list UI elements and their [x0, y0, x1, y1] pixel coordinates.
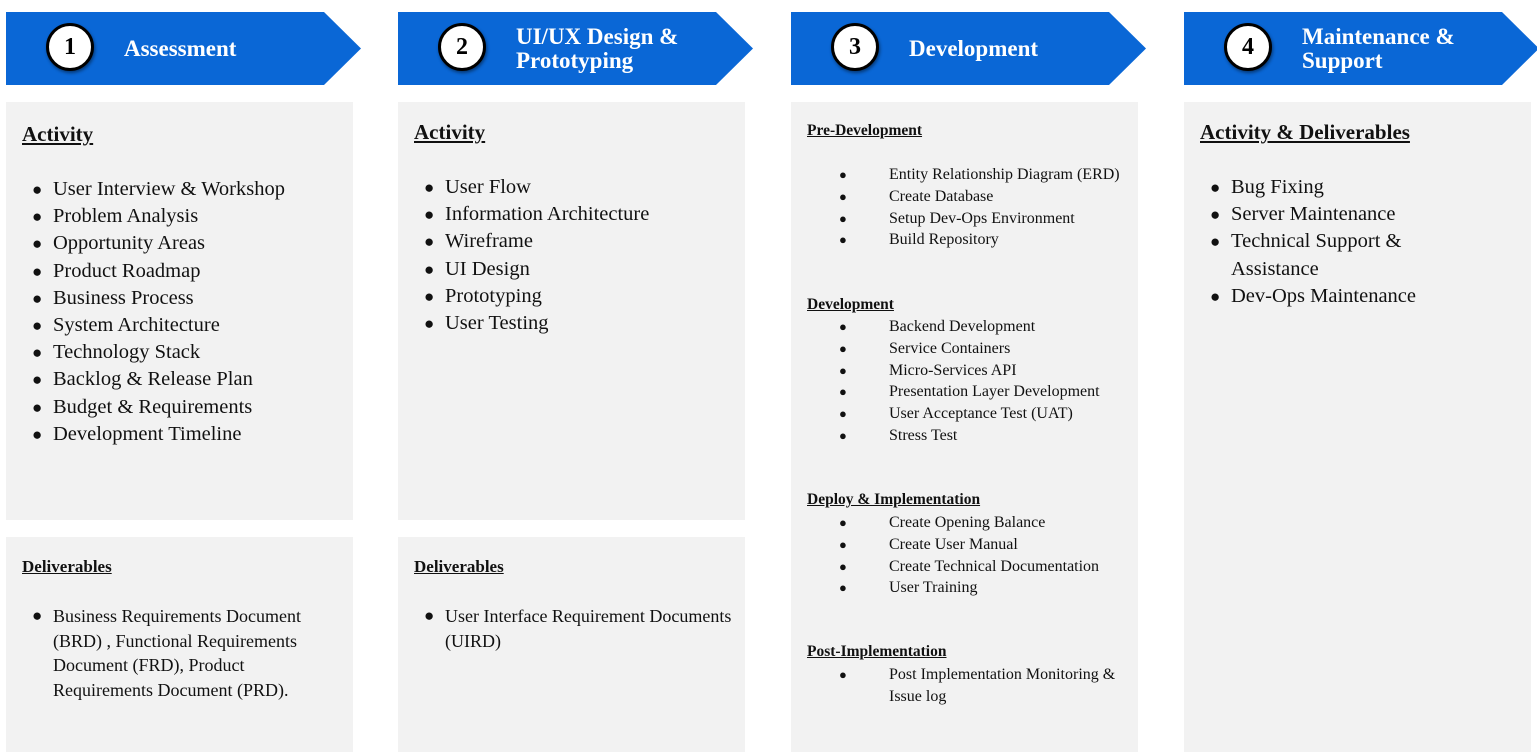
list-item: ● Opportunity Areas: [32, 230, 345, 257]
phase-title-line: Development: [909, 35, 1039, 61]
development-panel: [791, 102, 1138, 752]
bullet-icon: ●: [32, 207, 43, 227]
phase-title: [516, 12, 746, 85]
bullet-icon: ●: [839, 167, 847, 182]
deliverables-list: [424, 604, 737, 653]
activity-panel: [398, 102, 745, 520]
list-item: ● Product Roadmap: [32, 258, 345, 285]
list-item: ● Backend Development: [839, 316, 1128, 338]
list-item: ● Create Technical Documentation: [839, 556, 1128, 578]
phase-title-line: UI/UX Design &: [516, 23, 679, 49]
list-item: ● System Architecture: [32, 312, 345, 339]
list-item: ● User Interface Requirement Documents (UIRD): [424, 606, 732, 651]
bullet-icon: ●: [839, 580, 847, 596]
bullet-icon: ●: [1210, 178, 1221, 197]
list-item: ● Service Containers: [839, 338, 1128, 360]
list-item: ● Wireframe: [424, 228, 737, 255]
phase-title-line: Support: [1302, 47, 1383, 73]
bullet-icon: ●: [1210, 205, 1221, 225]
bullet-icon: ●: [424, 178, 435, 197]
bullet-icon: ●: [1210, 286, 1221, 306]
list-item: ● Micro-Services API: [839, 360, 1128, 382]
bullet-icon: ●: [839, 232, 847, 248]
bullet-icon: ●: [839, 210, 847, 226]
list-item: ● Technology Stack: [32, 339, 345, 366]
list-item: ● Dev-Ops Maintenance: [1210, 283, 1523, 310]
phase-uiux-design: [398, 0, 753, 752]
development-list: [839, 316, 1128, 447]
bullet-icon: ●: [839, 384, 847, 400]
activity-heading: Activity: [22, 122, 94, 146]
pre-development-list: [839, 164, 1128, 251]
list-item: ● Entity Relationship Diagram (ERD): [839, 164, 1128, 186]
phase-development: [791, 0, 1146, 752]
list-item: ● Technical Support & Assistance: [1210, 230, 1402, 280]
bullet-icon: ●: [839, 340, 847, 356]
list-item: ● Create User Manual: [839, 534, 1128, 556]
step-number-badge: 2: [438, 23, 486, 71]
bullet-icon: ●: [839, 427, 847, 443]
list-item: ● Development Timeline: [32, 421, 345, 448]
post-implementation-list: [839, 664, 1128, 708]
list-item: ● Business Requirements Document (BRD) , Functional Requirements Document (FRD), Product Requirements Document (PRD).: [32, 606, 301, 700]
step-number-badge: 4: [1224, 23, 1272, 71]
list-item: ● Build Repository: [839, 229, 1128, 251]
bullet-icon: ●: [1210, 232, 1221, 252]
bullet-icon: ●: [839, 188, 847, 204]
bullet-icon: ●: [424, 314, 435, 334]
list-item: ● User Interview & Workshop: [32, 176, 345, 203]
list-item: ● Post Implementation Monitoring & Issue log: [839, 666, 1116, 705]
deliverables-list: [32, 604, 345, 702]
phase-title-line: Prototyping: [516, 47, 634, 73]
list-item: ● Setup Dev-Ops Environment: [839, 208, 1128, 230]
deliverables-heading: Deliverables: [22, 557, 112, 576]
bullet-icon: ●: [32, 397, 43, 417]
deploy-list: [839, 512, 1128, 599]
section-title-post-implementation: Post-Implementation: [807, 643, 947, 660]
deliverables-panel: [6, 537, 353, 752]
bullet-icon: ●: [424, 286, 435, 306]
list-item: ● Create Database: [839, 186, 1128, 208]
list-item: ● Information Architecture: [424, 201, 737, 228]
phase-title-line: Maintenance &: [1302, 23, 1455, 49]
step-number-badge: 3: [831, 23, 879, 71]
deliverables-panel: [398, 537, 745, 752]
section-title-development: Development: [807, 296, 894, 313]
activity-list: [1210, 174, 1523, 310]
list-item: ● Backlog & Release Plan: [32, 366, 345, 393]
list-item: ● User Testing: [424, 310, 737, 337]
bullet-icon: ●: [32, 606, 43, 625]
bullet-icon: ●: [32, 180, 43, 199]
bullet-icon: ●: [839, 319, 847, 334]
list-item: ● Bug Fixing: [1210, 174, 1523, 201]
list-item: ● Budget & Requirements: [32, 394, 345, 421]
bullet-icon: ●: [32, 261, 43, 281]
phase-assessment: [6, 0, 361, 752]
list-item: ● User Acceptance Test (UAT): [839, 403, 1128, 425]
list-item: ● UI Design: [424, 256, 737, 283]
phase-title: [124, 12, 354, 85]
bullet-icon: ●: [424, 259, 435, 279]
list-item: ● Business Process: [32, 285, 345, 312]
step-number-badge: 1: [46, 23, 94, 71]
phase-maintenance: [1184, 0, 1537, 752]
list-item: ● User Flow: [424, 174, 737, 201]
bullet-icon: ●: [32, 288, 43, 308]
bullet-icon: ●: [839, 667, 847, 682]
phase-title: [909, 12, 1139, 85]
activity-heading: Activity: [414, 120, 486, 144]
bullet-icon: ●: [424, 205, 435, 225]
activity-deliverables-panel: [1184, 102, 1531, 752]
bullet-icon: ●: [839, 536, 847, 552]
phase-title-line: Assessment: [124, 35, 237, 61]
activity-panel: [6, 102, 353, 520]
bullet-icon: ●: [424, 606, 435, 625]
list-item: ● Create Opening Balance: [839, 512, 1128, 534]
bullet-icon: ●: [839, 362, 847, 378]
bullet-icon: ●: [32, 316, 43, 336]
bullet-icon: ●: [32, 343, 43, 363]
list-item: ● Problem Analysis: [32, 203, 345, 230]
activity-list: [32, 176, 345, 448]
list-item: ● Prototyping: [424, 283, 737, 310]
bullet-icon: ●: [839, 558, 847, 574]
list-item: ● Stress Test: [839, 425, 1128, 447]
bullet-icon: ●: [424, 232, 435, 252]
section-title-pre-development: Pre-Development: [807, 122, 923, 139]
activity-heading: Activity & Deliverables: [1200, 120, 1410, 144]
list-item: ● Presentation Layer Development: [839, 381, 1128, 403]
bullet-icon: ●: [839, 515, 847, 530]
section-title-deploy: Deploy & Implementation: [807, 491, 981, 508]
bullet-icon: ●: [32, 370, 43, 390]
list-item: ● User Training: [839, 577, 1128, 599]
phase-title: [1302, 12, 1532, 85]
bullet-icon: ●: [839, 406, 847, 422]
activity-list: [424, 174, 737, 337]
deliverables-heading: Deliverables: [414, 557, 504, 576]
list-item: ● Server Maintenance: [1210, 201, 1523, 228]
bullet-icon: ●: [32, 424, 43, 444]
bullet-icon: ●: [32, 234, 43, 254]
